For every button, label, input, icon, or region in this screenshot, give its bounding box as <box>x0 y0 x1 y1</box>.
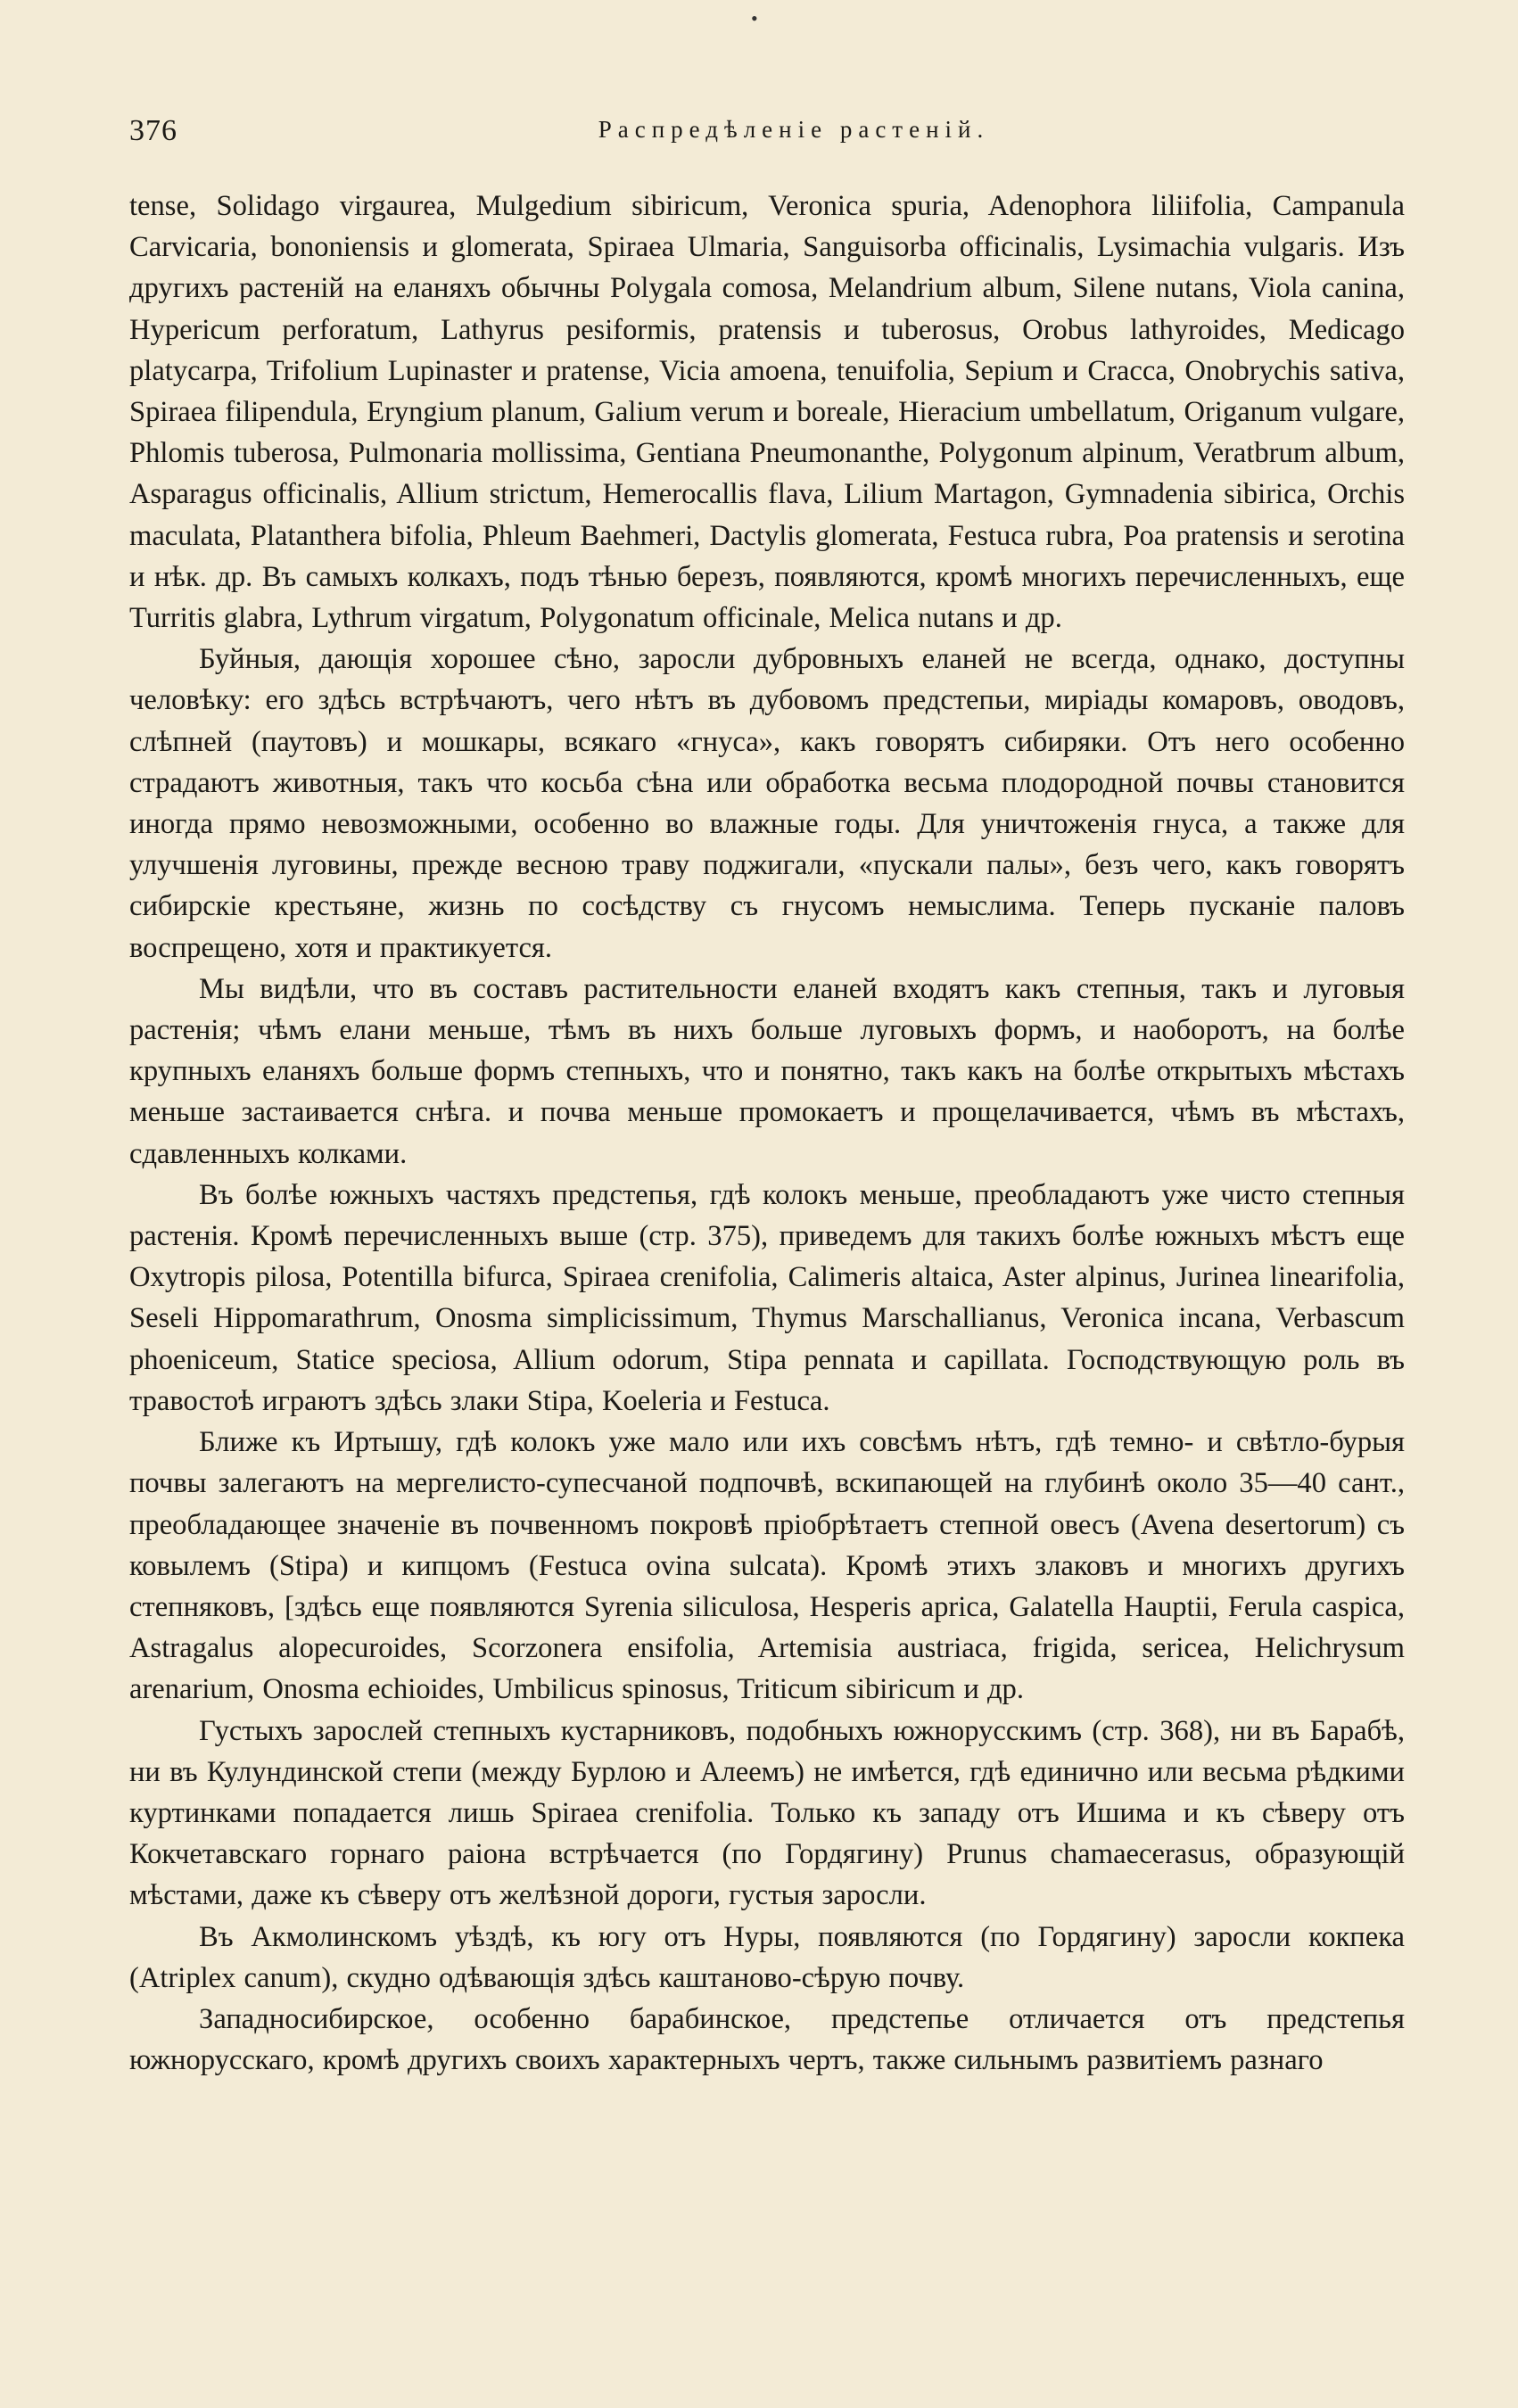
body-text <box>129 186 1405 2081</box>
paragraph-2: Буйныя, дающія хорошее сѣно, заросли дубровныхъ еланей не всегда, однако, доступны человѣку: его здѣсь встрѣчаютъ, чего нѣтъ въ дубовомъ предстепьи, миріады комаровъ, оводовъ, слѣпней (паутовъ) и мошкары, всякаго «гнуса», какъ говорятъ сибиряки. Отъ него особенно страдаютъ животныя, такъ что косьба сѣна или обработка весьма плодородной почвы становится иногда прямо невозможными, особенно во влажные годы. Для уничтоженія гнуса, а также для улучшенія луговины, прежде весною траву поджигали, «пускали палы», безъ чего, какъ говорятъ сибирскіе крестьяне, жизнь по сосѣдству съ гнусомъ немыслима. Теперь пусканіе паловъ воспрещено, хотя и практикуется. <box>129 643 1405 964</box>
paragraph-7: Въ Акмолинскомъ уѣздѣ, къ югу отъ Нуры, появляются (по Гордягину) заросли кокпека (Atriplex canum), скудно одѣвающія здѣсь каштаново-сѣрую почву. <box>129 1920 1405 1994</box>
page-header <box>129 114 1405 150</box>
paragraph-6: Густыхъ зарослей степныхъ кустарниковъ, подобныхъ южнорусскимъ (стр. 368), ни въ Барабѣ, ни въ Кулундинской степи (между Бурлою и Алеемъ) не имѣется, гдѣ единично или весьма рѣдкими куртинками попадается лишь Spiraea crenifolia. Только къ западу отъ Ишима и къ сѣверу отъ Кокчетавскаго горнаго раіона встрѣчается (по Гордягину) Prunus chamaecerasus, образующій мѣстами, даже къ сѣверу отъ желѣзной дороги, густыя заросли. <box>129 1714 1405 1912</box>
paragraph-3: Мы видѣли, что въ составъ растительности еланей входятъ какъ степныя, такъ и луговыя растенія; чѣмъ елани меньше, тѣмъ въ нихъ больше луговыхъ формъ, и наоборотъ, на болѣе крупныхъ еланяхъ больше формъ степныхъ, что и понятно, такъ какъ на болѣе открытыхъ мѣстахъ меньше застаивается снѣга. и почва меньше промокаетъ и прощелачивается, чѣмъ въ мѣстахъ, сдавленныхъ колками. <box>129 972 1405 1170</box>
paragraph-1: tense, Solidago virgaurea, Mulgedium sibiricum, Veronica spuria, Adenophora liliifolia, Campanula Carvicaria, bononiensis и glomerata, Spiraea Ulmaria, Sanguisorba officinalis, Lysimachia vulgaris. Изъ другихъ растеній на еланяхъ обычны Polygala comosa, Melandrium album, Silene nutans, Viola canina, Hypericum perforatum, Lathyrus pesiformis, pratensis и tuberosus, Orobus lathyroides, Medicago platycarpa, Trifolium Lupinaster и pratense, Vicia amoena, tenuifolia, Sepium и Cracca, Onobrychis sativa, Spiraea filipendula, Eryngium planum, Galium verum и boreale, Hieracium umbellatum, Origanum vulgare, Phlomis tuberosa, Pulmonaria mollissima, Gentiana Pneumonanthe, Polygonum alpinum, Veratbrum album, Asparagus officinalis, Allium strictum, Hemerocallis flava, Lilium Martagon, Gymnadenia sibirica, Orchis maculata, Platanthera bifolia, Phleum Baehmeri, Dactylis glomerata, Festuca rubra, Poa pratensis и serotina и нѣк. др. Въ самыхъ колкахъ, подъ тѣнью березъ, появляются, кромѣ многихъ перечисленныхъ, еще Turritis glabra, Lythrum virgatum, Polygonatum officinale, Melica nutans и др. <box>129 190 1405 635</box>
running-title: Распредѣленіе растеній. <box>598 116 990 143</box>
paragraph-5: Ближе къ Иртышу, гдѣ колокъ уже мало или ихъ совсѣмъ нѣтъ, гдѣ темно- и свѣтло-бурыя почвы залегаютъ на мергелисто-супесчаной подпочвѣ, вскипающей на глубинѣ около 35—40 сант., преобладающее значеніе въ почвенномъ покровѣ пріобрѣтаетъ степной овесъ (Avena desertorum) съ ковылемъ (Stipa) и кипцомъ (Festuca ovina sulcata). Кромѣ этихъ злаковъ и многихъ другихъ степняковъ, [здѣсь еще появляются Syrenia siliculosa, Hesperis aprica, Galatella Hauptii, Ferula caspica, Astragalus alopecuroides, Scorzonera ensifolia, Artemisia austriaca, frigida, sericea, Helichrysum arenarium, Onosma echioides, Umbilicus spinosus, Triticum sibiricum и др. <box>129 1426 1405 1706</box>
page-number: 376 <box>129 114 177 147</box>
paragraph-8: Западносибирское, особенно барабинское, предстепье отличается отъ предстепья южнорусскаго, кромѣ другихъ своихъ характерныхъ чертъ, также сильнымъ развитіемъ разнаго <box>129 2002 1405 2077</box>
top-ink-mark: • <box>751 7 758 29</box>
paragraph-4: Въ болѣе южныхъ частяхъ предстепья, гдѣ колокъ меньше, преобладаютъ уже чисто степныя растенія. Кромѣ перечисленныхъ выше (стр. 375), приведемъ для такихъ болѣе южныхъ мѣстъ еще Oxytropis pilosa, Potentilla bifurca, Spiraea crenifolia, Calimeris altaica, Aster alpinus, Jurinea linearifolia, Seseli Hippomarathrum, Onosma simplicissimum, Thymus Marschallianus, Veronica incana, Verbascum phoeniceum, Statice speciosa, Allium odorum, Stipa pennata и capillata. Господствующую роль въ травостоѣ играютъ здѣсь злаки Stipa, Koeleria и Festuca. <box>129 1178 1405 1417</box>
